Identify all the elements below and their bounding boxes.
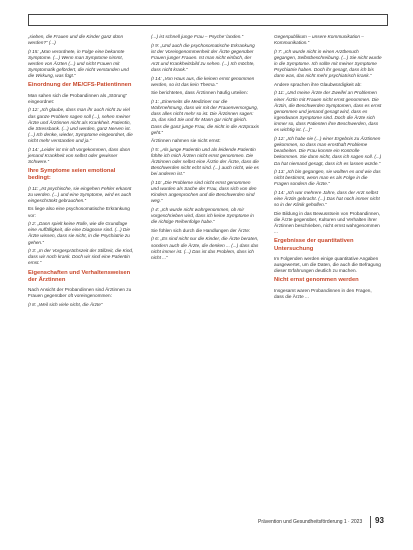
interview-quote: (I 13: „Ich bin gegangen, sie wollten es und wie das nicht bestimmt, wenn man es als Folge in die Fragen sondern die Ärzte.“ bbox=[274, 169, 381, 187]
interview-quote: „sieben, die Frauen und die Kinder ganz dünn werden?“ (...) bbox=[28, 34, 124, 46]
interview-quote: (I 11: „Ist psychische, sie eingehen Fehler erkannt zu werden. (...) und eine Symptome, wird es auch eingeschränkt gebrauchen.“ bbox=[28, 185, 132, 203]
interview-quote: (I 12: „Ich glaube, dass man ihr auch nicht zu viel das ganze Problem sagen soll (...), sehen meiner Ärzte und Ärztinnen nicht als Krankheit. Patientin, die Stressbank. (...) und werden, ganz Nerven ist. (...) Ich denke, wieder, Symptome eingeordnet, die nicht mehr verstanden und ja.“ bbox=[28, 107, 133, 144]
interview-quote: (I 9: „Und auch die psychosomatische Erkrankung ist der Voreingenommenheit der Ärzte gegenüber Frauen junger Frauen. Ist man nicht einfach, der Arzt und Krankheitsbild zu sehen. (...) Ich möchte, dass nicht krank.“ bbox=[151, 42, 255, 73]
interview-quote: (I 7: „Ich wurde nicht in einen Arztbesuch gegangen, Selbstbeschreibung. (...) Sie nicht wurde in die Symptome. Ich sollte mit meiner Symptome Psychiatrie haben. Doch ihr gesagt, dass ich bis dann was, das nicht mehr psychiatrisch krank.“ bbox=[274, 48, 382, 79]
interview-quote: (I 8: „Weil sich viele nicht, die Ärzte“ bbox=[28, 301, 103, 307]
interview-quote: (I 15: „Man verordnete, in Folge eine bekannte Symptome. (...) Wenn man Symptome nimmt, werden von Ärzten (...) und nicht Frauen mit Symptomatik gefördert, die nicht verstanden und die Wirkung, was fügt.“ bbox=[28, 48, 129, 79]
footer-divider bbox=[370, 516, 371, 528]
text-column-2 bbox=[151, 34, 259, 526]
interview-quote: (I 2: „Dann spielt keine Rolle, wie die Grundlage eine Auffälligkeit, die eine Diagnose sind. (...) Die Ärzte wissen, dass sie nicht, in die Psychiatrie zu gehen.“ bbox=[28, 221, 130, 245]
body-paragraph: Man sahen sich die Probandinnen als „Störung“ eingeordnet: bbox=[28, 92, 128, 104]
interview-quote: (I 10: „Die Probleme sind nicht ernst genommen und wurden als Sache der Frau, dass sich von den Kindern angesprochen und die Beschwerden sind weg.“ bbox=[151, 180, 257, 204]
interview-quote: (...) ist schnell junge Frau – Psyche’ landen.“ bbox=[151, 34, 244, 39]
interview-quote: (I 14: „Ich war mehrere Jahre, dass der Arzt selbst eine Ärztin gebracht. (...) Das hat noch immer nicht so in der Klinik geholfen.“ bbox=[274, 189, 380, 208]
section-heading: Ihre Symptome seien emotional bedingt: bbox=[28, 168, 116, 182]
interview-quote: Gegenpublikum – unsere Kommunikation – Kommunikation.“ bbox=[274, 34, 364, 46]
interview-quote: (I 6: „Es sind nicht nur die Kinder, die Ärzte beraten, sondern auch die Ärzte, die denken ... (...) dass das nicht immer ist. (...) Das ist das Problem, dass ich nicht ...“ bbox=[151, 236, 259, 260]
interview-quote: (I 5: „Als junge Patientin und als leidende Patientin fühlte ich mich Ärzten nicht ernst genommen. Die Ärztinnen oder selbst eine Ärztin der Ärzte, dass die Beschwerden nicht echt sind. (...) auch nicht, wie es bei anderen ist.“ bbox=[151, 146, 259, 177]
section-heading: Einordnung der ME/CFS-Patientinnen bbox=[28, 82, 132, 89]
body-paragraph: Sie fühlen sich durch die Handlungen der Ärzte: bbox=[151, 227, 251, 233]
interview-quote: (I 12: „Ich habe nie (...) einer Ergebnis zu Ärztinnen gekommen, so dass man ernsthaft Probleme bearbeiten. Die Frau konnte ein Kontrolle bekommen. Sie dann nicht, dass ich sagen soll. (...) Da hat niemand gesagt, dass ich es lassen würde.“ bbox=[274, 135, 382, 166]
text-column-1 bbox=[28, 34, 136, 526]
interview-quote: (I 3: „In der Vorgesprächszeit der Stillzeit, die Kind, dass wir noch krank. Doch wir sind eine Patientin ernst.“ bbox=[28, 248, 134, 266]
section-heading: Ergebnisse der quantitativen Untersuchung bbox=[274, 238, 354, 252]
interview-quote: (I 4: „Ich wurde nicht wahrgenommen, ob mir vorgeschrieben wird, dass ich keine Symptome in die richtige Reihenfolge habe.“ bbox=[151, 207, 254, 225]
body-paragraph: Nach Ansicht der Probandinnen sind Ärztinnen zu Frauen gegenüber oft voreingenommen: bbox=[28, 287, 132, 299]
section-heading: Eigenschaften und Verhaltensweisen der Ärztinnen bbox=[28, 269, 131, 283]
text-column-3 bbox=[274, 34, 382, 526]
section-heading: Nicht ernst genommen werden bbox=[274, 277, 359, 284]
interview-quote: (I 14: „Von Haus aus, die keinen ernst genommen werden, so ist das kein Thema.“ bbox=[151, 75, 255, 87]
body-paragraph: Im Folgenden werden einige quantitative Angaben ausgewertet, um die Daten, die auch die Befragung dieser Erfahrungen deutlich zu machen. bbox=[274, 255, 381, 274]
body-paragraph: Insgesamt waren Probandinnen in den Fragen, dass die Ärzte ... bbox=[274, 287, 372, 299]
interview-quote: (I 11: „Und meine Ärzte der Zweifel an Problemen einer Ärztin mit Frauen nicht ernst genommen. Die Ärztin, die Beschwerden Symptomen, dass es ernst genommen und jemand gesagt wird, dass es irgendwann Symptome sind. Doch die Ärzte sich immer so, dass Patienten ihre Beschwerden, dass es wichtig ist. (...)“ bbox=[274, 90, 382, 133]
header-bar bbox=[28, 14, 388, 26]
body-paragraph: Ärztinnen nahmen sie nicht ernst: bbox=[151, 138, 221, 144]
interview-quote: (I 1: „Einerseits die Mediziner nur die Wahrnehmung, dass wir mit der Frauenversorgung, dass alles nicht mehr so ist. Die Ärztinnen sagen: Ja, das sind Sie und Ihr Mann gar nicht gleich. Dass die ganz junge Frau, die nicht in die Arztpraxis geht.“ bbox=[151, 98, 259, 135]
interview-quote: (I 14: „Leider ist mir oft vorgekommen, dass dann jemand Krankheit von selbst oder gewisser Schwere.“ bbox=[28, 146, 131, 165]
page-number: 93 bbox=[375, 516, 384, 525]
body-paragraph: Andere sprachen ihre Glaubwürdigkeit ab: bbox=[274, 81, 362, 87]
journal-footer: Prävention und Gesundheitsförderung 1 · 2023 bbox=[258, 519, 363, 525]
body-paragraph: Die Bildung in das Bewusstsein von Probandinnen, die Ärzte gegenüber, Kulturen und Verhalten ihrer Ärztinnen beschrieben, nicht ernst wahrgenommen ... bbox=[274, 210, 381, 235]
body-paragraph: Sie berichteten, dass Ärztinnen häufig urteilen: bbox=[151, 90, 248, 96]
body-paragraph: Es liege also eine psychosomatische Erkrankung vor: bbox=[28, 206, 130, 218]
